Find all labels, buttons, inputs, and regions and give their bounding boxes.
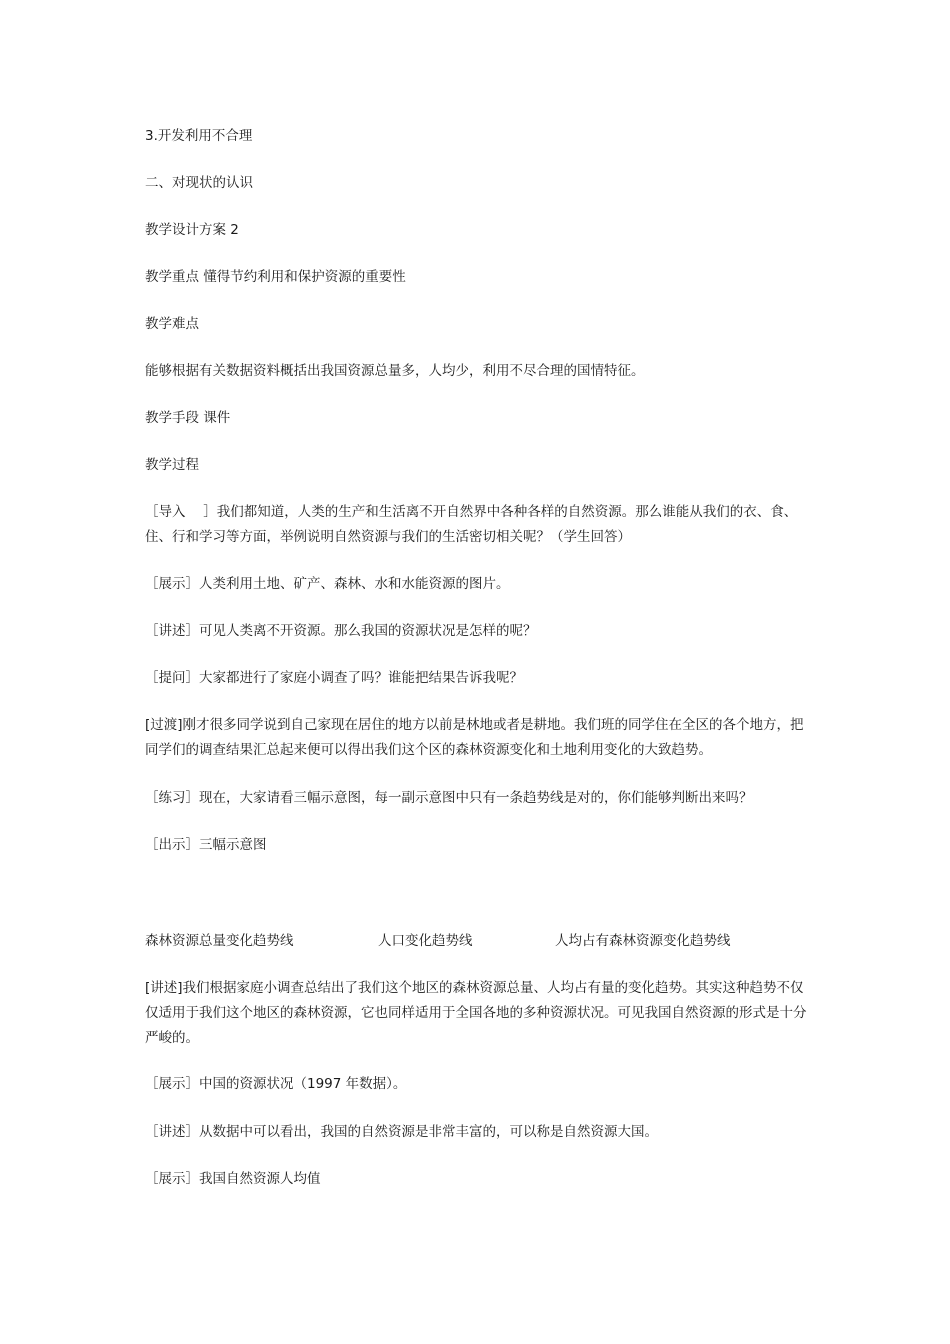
heading-section-2: 二、对现状的认识	[145, 175, 253, 191]
question-paragraph: ［提问］大家都进行了家庭小调查了吗？谁能把结果告诉我呢？	[145, 670, 523, 686]
present-paragraph: ［出示］三幅示意图	[145, 837, 267, 853]
difficulty-description: 能够根据有关数据资料概括出我国资源总量多，人均少，利用不尽合理的国情特征。	[145, 363, 645, 379]
transition-paragraph: [过渡]刚才很多同学说到自己家现在居住的地方以前是林地或者是耕地。我们班的同学住在全区的各个地方，把同学们的调查结果汇总起来便可以得出我们这个区的森林资源变化和土地利用变化的大致趋势。	[145, 717, 804, 758]
show-paragraph-1: ［展示］人类利用土地、矿产、森林、水和水能资源的图片。	[145, 576, 510, 592]
narrate-paragraph-1: ［讲述］可见人类离不开资源。那么我国的资源状况是怎样的呢？	[145, 623, 537, 639]
teaching-difficulty: 教学难点	[145, 316, 199, 332]
label-forest-per-capita-trend: 人均占有森林资源变化趋势线	[555, 933, 731, 949]
heading-design-plan-2: 教学设计方案 2	[145, 222, 239, 238]
narrate-paragraph-2: [讲述]我们根据家庭小调查总结出了我们这个地区的森林资源总量、人均占有量的变化趋势。其实这种趋势不仅仅适用于我们这个地区的森林资源，它也同样适用于全国各地的多种资源状况。可见我国自然资源的形式是十分严峻的。	[145, 980, 807, 1046]
teaching-focus: 教学重点 懂得节约利用和保护资源的重要性	[145, 269, 406, 285]
show-paragraph-3: ［展示］我国自然资源人均值	[145, 1171, 321, 1187]
label-forest-total-trend: 森林资源总量变化趋势线	[145, 933, 294, 949]
intro-paragraph: ［导入 ］我们都知道，人类的生产和生活离不开自然界中各种各样的自然资源。那么谁能从我们的衣、食、住、行和学习等方面，举例说明自然资源与我们的生活密切相关呢？（学生回答）	[145, 504, 798, 545]
show-paragraph-2: ［展示］中国的资源状况（1997 年数据）。	[145, 1076, 407, 1092]
exercise-paragraph: ［练习］现在，大家请看三幅示意图，每一副示意图中只有一条趋势线是对的，你们能够判断出来吗？	[145, 790, 753, 806]
teaching-process: 教学过程	[145, 457, 199, 473]
figure-labels-row	[145, 929, 810, 954]
narrate-paragraph-3: ［讲述］从数据中可以看出，我国的自然资源是非常丰富的，可以称是自然资源大国。	[145, 1124, 658, 1140]
teaching-means: 教学手段 课件	[145, 410, 231, 426]
heading-3-unreasonable-use: 3.开发利用不合理	[145, 128, 253, 144]
label-population-trend: 人口变化趋势线	[378, 933, 473, 949]
